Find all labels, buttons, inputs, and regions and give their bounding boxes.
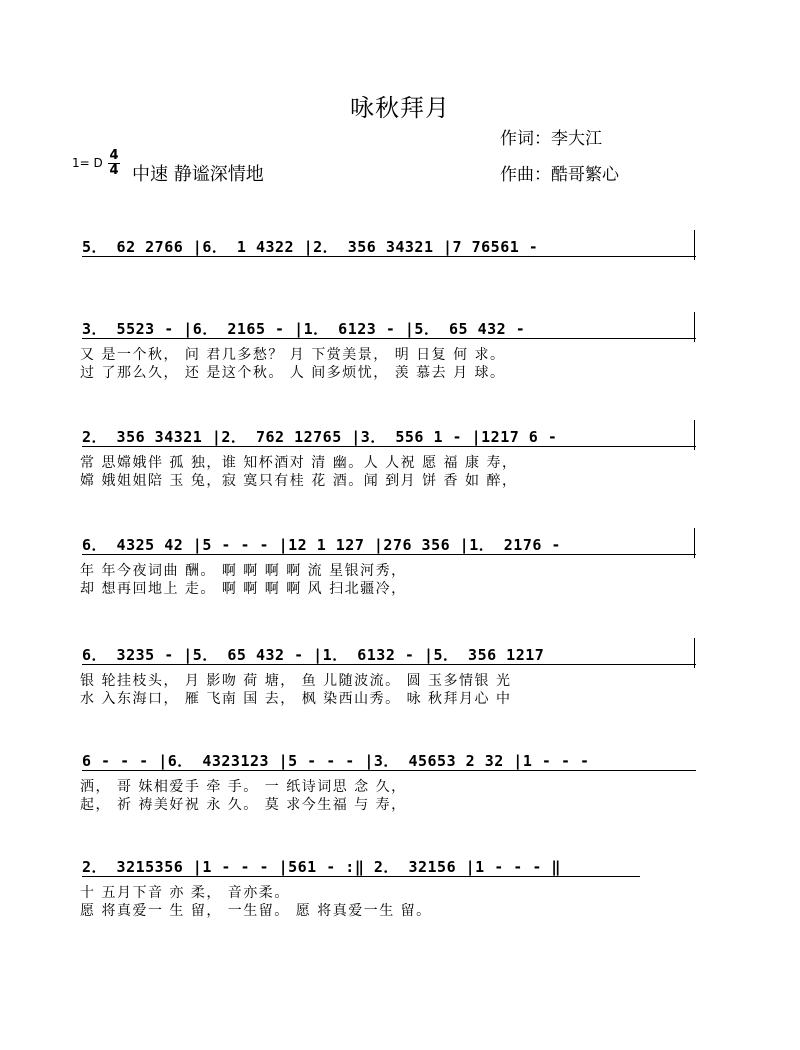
lyric-line-1: 十 五月下音 亦 柔， 音亦柔。 (80, 885, 290, 901)
score-system-4 (78, 534, 700, 634)
lyric-line-1: 又 是一个秋， 问 君几多愁？ 月 下赏美景， 明 日复 何 求。 (80, 347, 506, 363)
score-system-7 (78, 856, 700, 956)
lyric-line-1: 洒， 哥 妹相爱手 牵 手。 一 纸诗词思 念 久， (80, 779, 407, 795)
key-signature: 1= D (72, 156, 103, 170)
lyric-line-1: 常 思嫦娥伴 孤 独，谁 知杯酒对 清 幽。人 人祝 愿 福 康 寿， (80, 455, 518, 471)
notation-line: 3． 5523 - |6． 2165 - |1． 6123 - |5． 65 432 - (82, 320, 526, 338)
time-signature-bottom: 4 (109, 163, 119, 178)
lyric-line-2: 愿 将真爱一 生 留， 一生留。 愿 将真爱一生 留。 (80, 903, 432, 919)
score-system-6 (78, 750, 700, 850)
time-signature-top: 4 (109, 148, 119, 163)
lyric-line-2: 起， 祈 祷美好祝 永 久。 莫 求今生福 与 寿， (80, 797, 407, 813)
composer-credit: 作曲：酷哥繁心 (500, 165, 619, 185)
notation-line: 6． 3235 - |5． 65 432 - |1． 6132 - |5． 356 1217 (82, 646, 545, 664)
song-title: 咏秋拜月 (350, 94, 450, 122)
lyric-line-2: 过 了那么久， 还 是这个秋。 人 间多烦忧， 羡 慕去 月 球。 (80, 365, 506, 381)
score-system-2 (78, 318, 700, 418)
lyric-line-2: 嫦 娥姐姐陪 玉 兔，寂 寞只有桂 花 酒。闻 到月 饼 香 如 醉， (80, 473, 518, 489)
lyric-line-1: 年 年今夜词曲 酬。 啊 啊 啊 啊 流 星银河秀， (80, 563, 407, 579)
lyric-line-2: 却 想再回地上 走。 啊 啊 啊 啊 风 扫北疆冷， (80, 581, 407, 597)
notation-line: 6． 4325 42 |5 - - - |12 1 127 |276 356 |1． 2176 - (82, 536, 561, 554)
notation-line: 2． 356 34321 |2． 762 12765 |3． 556 1 - |1217 6 - (82, 428, 558, 446)
notation-line: 6 - - - |6． 4323123 |5 - - - |3． 45653 2 32 |1 - - - (82, 752, 590, 770)
notation-line: 5． 62 2766 |6． 1 4322 |2． 356 34321 |7 76561 - (82, 238, 539, 256)
time-signature (108, 150, 120, 177)
lyric-line-2: 水 入东海口， 雁 飞南 国 去， 枫 染西山秀。 咏 秋拜月心 中 (80, 691, 512, 707)
lyric-line-1: 银 轮挂枝头， 月 影吻 荷 塘， 鱼 儿随波流。 圆 玉多情银 光 (80, 673, 512, 689)
notation-line: 2． 3215356 |1 - - - |561 - :‖ 2． 32156 |1 - - - ‖ (82, 858, 561, 876)
tempo-marking: 中速 静谧深情地 (132, 164, 264, 185)
score-system-5 (78, 644, 700, 744)
score-system-3 (78, 426, 700, 526)
lyricist-credit: 作词：李大江 (500, 129, 602, 149)
